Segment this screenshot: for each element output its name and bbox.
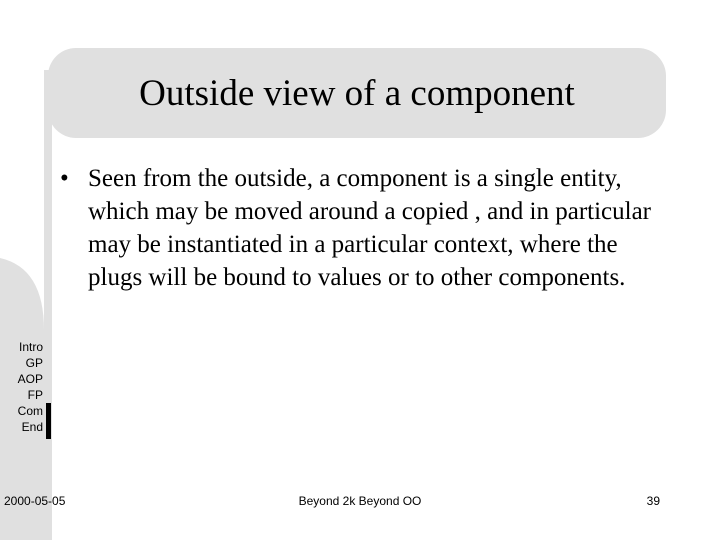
section-nav (0, 339, 43, 435)
footer-date: 2000-05-05 (4, 494, 66, 508)
nav-item-com[interactable]: Com (17, 404, 43, 418)
nav-current-marker (46, 403, 51, 439)
bullet-text: Seen from the outside, a component is a single entity, which may be moved around a copied , and in particular may be instantiated in a particular context, where the plugs will be bound to values or to other components. (88, 165, 652, 291)
slide-title: Outside view of a component (139, 72, 575, 114)
page-number: 39 (646, 494, 660, 508)
nav-item-fp[interactable]: FP (27, 388, 43, 402)
bullet-icon: • (60, 165, 69, 192)
nav-item-aop[interactable]: AOP (17, 372, 43, 386)
footer-title: Beyond 2k Beyond OO (298, 494, 422, 508)
nav-item-end[interactable]: End (21, 420, 43, 434)
bullet-list (60, 162, 670, 294)
vertical-bar-decor (44, 70, 52, 540)
nav-item-intro[interactable]: Intro (18, 340, 43, 354)
nav-item-gp[interactable]: GP (25, 356, 43, 370)
